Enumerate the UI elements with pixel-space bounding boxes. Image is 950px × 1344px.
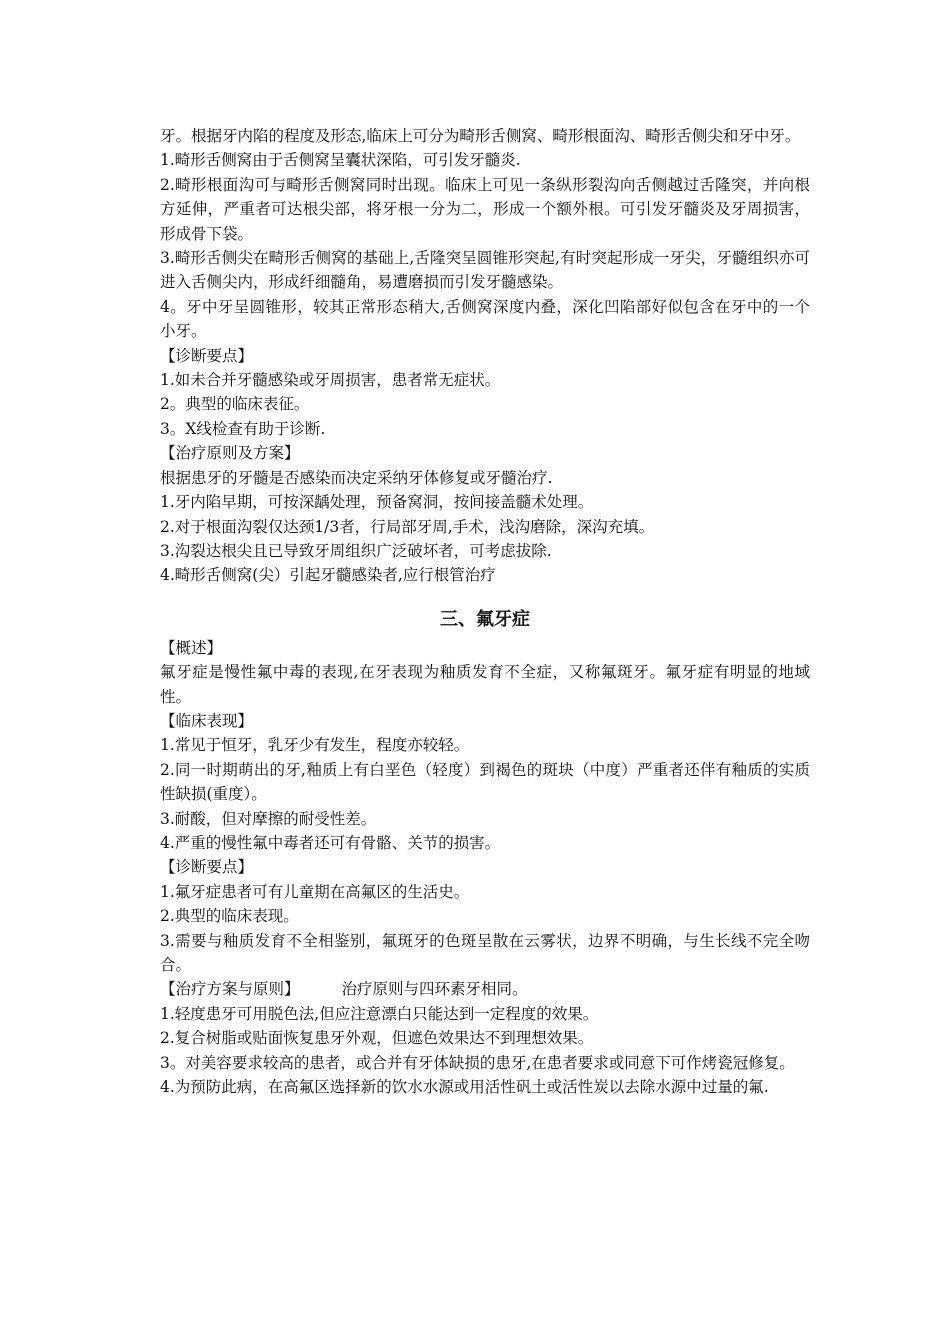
subheading-diagnosis: 【诊断要点】 bbox=[160, 858, 254, 877]
paragraph: 3.需要与釉质发育不全相鉴别，氟斑牙的色斑呈散在云雾状，边界不明确，与生长线不完全吻合。 bbox=[160, 931, 810, 974]
paragraph: 1.如未合并牙髓感染或牙周损害，患者常无症状。 bbox=[160, 371, 501, 390]
subheading-overview: 【概述】 bbox=[160, 638, 223, 657]
paragraph: 1.轻度患牙可用脱色法,但应注意漂白只能达到一定程度的效果。 bbox=[160, 1004, 599, 1023]
paragraph: 2.复合树脂或贴面恢复患牙外观，但遮色效果达不到理想效果。 bbox=[160, 1029, 594, 1048]
part1-body bbox=[160, 124, 810, 588]
paragraph: 3.耐酸，但对摩擦的耐受性差。 bbox=[160, 809, 377, 828]
paragraph: 3.畸形舌侧尖在畸形舌侧窝的基础上,舌隆突呈圆锥形突起,有时突起形成一牙尖，牙髓组织亦可进入舌侧尖内，形成纤细髓角，易遭磨损而引发牙髓感染。 bbox=[160, 249, 810, 292]
paragraph: 3。X线检查有助于诊断. bbox=[160, 419, 326, 438]
part2-body bbox=[160, 636, 810, 1100]
paragraph: 4.为预防此病，在高氟区选择新的饮水水源或用活性矾土或活性炭以去除水源中过量的氟. bbox=[160, 1078, 769, 1097]
treatment-line bbox=[160, 977, 810, 1001]
paragraph: 3。对美容要求较高的患者，或合并有牙体缺损的患牙,在患者要求或同意下可作烤瓷冠修复。 bbox=[160, 1053, 795, 1072]
paragraph: 根据患牙的牙髓是否感染而决定采纳牙体修复或牙髓治疗. bbox=[160, 468, 553, 487]
paragraph: 3.沟裂达根尖且已导致牙周组织广泛破坏者，可考虑拔除. bbox=[160, 541, 552, 560]
subheading-diagnosis: 【诊断要点】 bbox=[160, 346, 254, 365]
paragraph: 1.牙内陷早期，可按深龋处理，预备窝洞，按间接盖髓术处理。 bbox=[160, 493, 594, 512]
paragraph: 牙。根据牙内陷的程度及形态,临床上可分为畸形舌侧窝、畸形根面沟、畸形舌侧尖和牙中牙。 bbox=[160, 127, 801, 145]
subheading-treatment: 【治疗方案与原则】 bbox=[160, 980, 300, 999]
paragraph: 4.畸形舌侧窝(尖）引起牙髓感染者,应行根管治疗 bbox=[160, 566, 496, 585]
subheading-clinical: 【临床表现】 bbox=[160, 711, 254, 730]
paragraph: 氟牙症是慢性氟中毒的表现,在牙表现为釉质发育不全症，又称氟斑牙。氟牙症有明显的地域性。 bbox=[160, 663, 810, 706]
treatment-note: 治疗原则与四环素牙相同。 bbox=[341, 980, 528, 999]
paragraph: 2.畸形根面沟可与畸形舌侧窝同时出现。临床上可见一条纵形裂沟向舌侧越过舌隆突，并向根方延伸，严重者可达根尖部，将牙根一分为二，形成一个额外根。可引发牙髓炎及牙周损害，形成骨下袋。 bbox=[160, 175, 810, 243]
paragraph: 1.畸形舌侧窝由于舌侧窝呈囊状深陷，可引发牙髓炎. bbox=[160, 151, 521, 170]
paragraph: 4.严重的慢性氟中毒者还可有骨骼、关节的损害。 bbox=[160, 833, 501, 852]
section-title: 三、氟牙症 bbox=[440, 608, 530, 630]
paragraph: 2.同一时期萌出的牙,釉质上有白垩色（轻度）到褐色的斑块（中度）严重者还伴有釉质的实质性缺损(重度）。 bbox=[160, 760, 810, 804]
paragraph: 2。典型的临床表征。 bbox=[160, 395, 310, 414]
document-page bbox=[160, 124, 810, 1099]
paragraph: 1.常见于恒牙，乳牙少有发生，程度亦较轻。 bbox=[160, 736, 470, 755]
subheading-treatment: 【治疗原则及方案】 bbox=[160, 444, 300, 463]
paragraph: 2.对于根面沟裂仅达颈1/3者，行局部牙周,手术，浅沟磨除，深沟充填。 bbox=[160, 517, 655, 536]
paragraph: 2.典型的临床表现。 bbox=[160, 907, 299, 926]
paragraph: 1.氟牙症患者可有儿童期在高氟区的生活史。 bbox=[160, 882, 470, 901]
paragraph: 4。牙中牙呈圆锥形，较其正常形态稍大,舌侧窝深度内叠，深化凹陷部好似包含在牙中的一个小牙。 bbox=[160, 297, 810, 341]
